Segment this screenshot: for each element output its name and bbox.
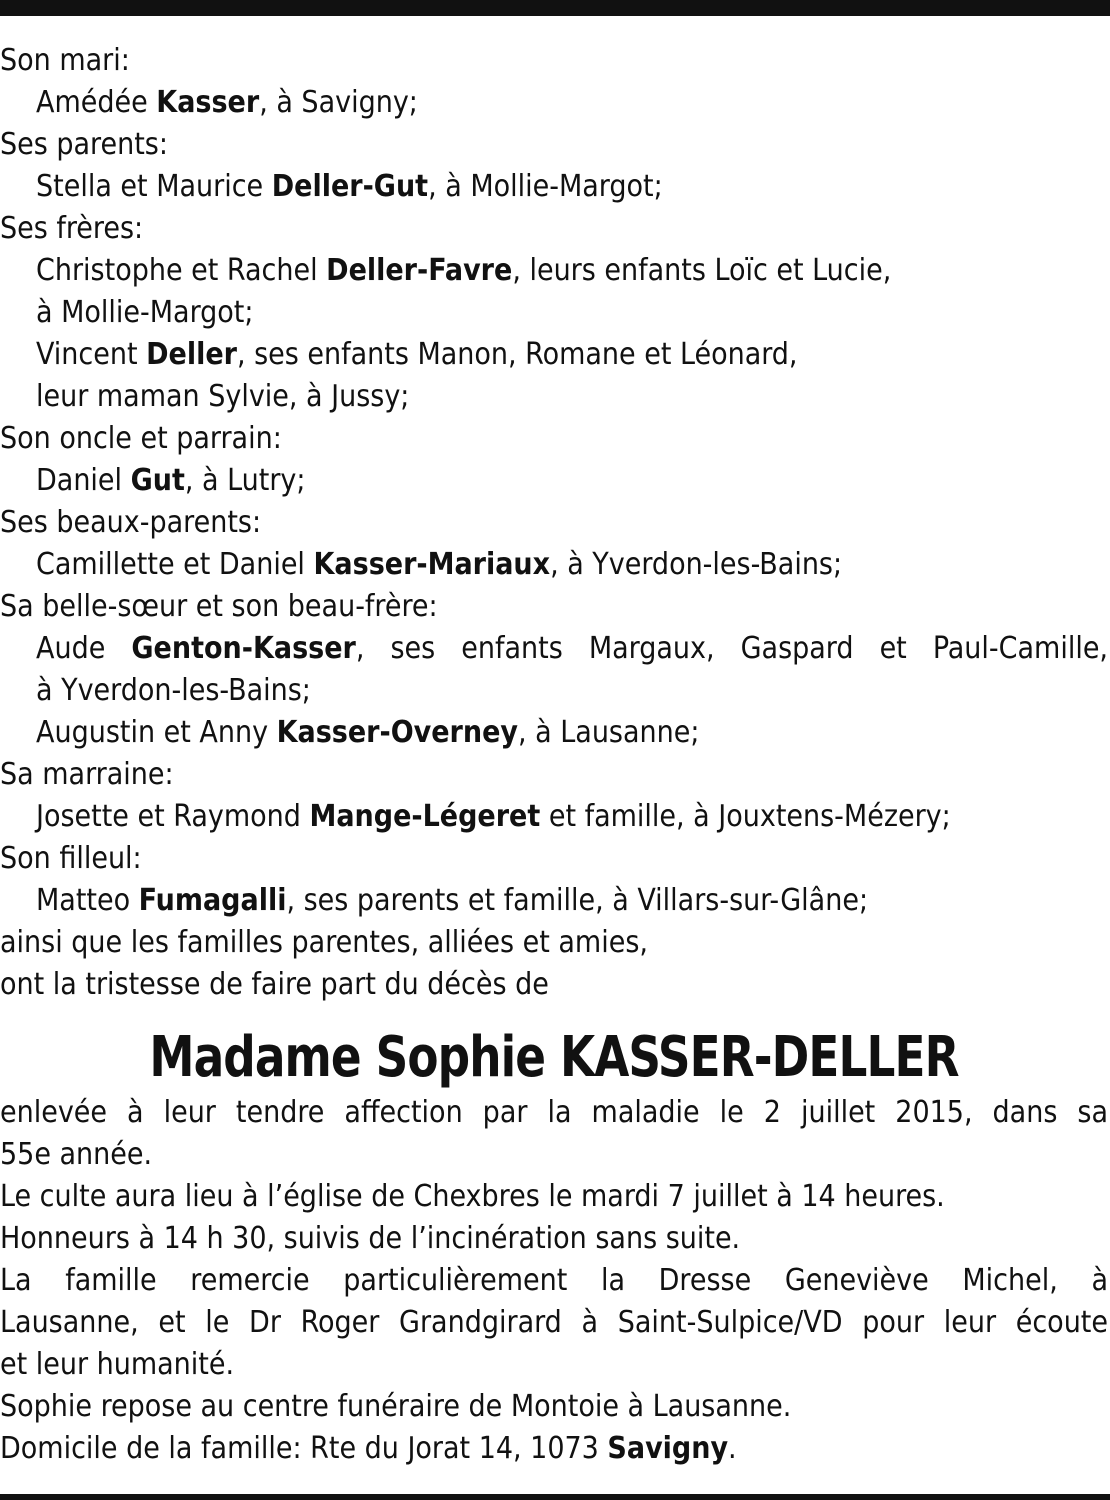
entry-details: , à Savigny; bbox=[259, 85, 418, 120]
entry-details: , à Lausanne; bbox=[518, 715, 700, 750]
detail-line: La famille remercie particulièrement la Dresse Geneviève Michel, à bbox=[0, 1263, 1108, 1298]
top-rule bbox=[0, 0, 1110, 16]
detail-line: et leur humanité. bbox=[0, 1347, 235, 1382]
entry-details: , à Yverdon-les-Bains; bbox=[550, 547, 843, 582]
entry-surname: Kasser-Overney bbox=[276, 715, 518, 750]
entry-details: , à Mollie-Margot; bbox=[428, 169, 663, 204]
family-entry-continued: leur maman Sylvie, à Jussy; bbox=[36, 379, 410, 414]
entry-given-names: Aude bbox=[36, 631, 132, 666]
entry-given-names: Matteo bbox=[36, 883, 139, 918]
notice-body bbox=[0, 40, 1108, 1470]
entry-given-names: Augustin et Anny bbox=[36, 715, 277, 750]
entry-surname: Deller-Favre bbox=[326, 253, 513, 288]
relation-heading: Ses beaux-parents: bbox=[0, 505, 262, 540]
bottom-rule bbox=[0, 1494, 1110, 1500]
family-entry bbox=[0, 544, 1108, 586]
relation-heading: Ses parents: bbox=[0, 127, 168, 162]
relation-heading: ont la tristesse de faire part du décès de bbox=[0, 967, 549, 1002]
entry-surname: Deller-Gut bbox=[271, 169, 429, 204]
relation-heading: Son mari: bbox=[0, 43, 130, 78]
family-entry bbox=[0, 166, 1108, 208]
entry-details: , à Lutry; bbox=[184, 463, 306, 498]
domicile-place: Savigny bbox=[607, 1431, 729, 1466]
family-entry bbox=[0, 628, 1108, 670]
relation-heading: Ses frères: bbox=[0, 211, 144, 246]
entry-details: , ses enfants Margaux, Gaspard et Paul-Camille, bbox=[355, 631, 1109, 666]
relation-heading: Son filleul: bbox=[0, 841, 142, 876]
family-entry bbox=[0, 880, 1108, 922]
entry-surname: Kasser-Mariaux bbox=[313, 547, 551, 582]
entry-surname: Mange-Légeret bbox=[309, 799, 541, 834]
relation-heading: Son oncle et parrain: bbox=[0, 421, 282, 456]
detail-line: Lausanne, et le Dr Roger Grandgirard à Saint-Sulpice/VD pour leur écoute bbox=[0, 1305, 1108, 1340]
detail-line: enlevée à leur tendre affection par la maladie le 2 juillet 2015, dans sa bbox=[0, 1095, 1108, 1130]
detail-line: 55e année. bbox=[0, 1137, 153, 1172]
family-entry bbox=[0, 712, 1108, 754]
entry-given-names: Vincent bbox=[36, 337, 147, 372]
domicile-line bbox=[0, 1428, 1108, 1470]
entry-surname: Deller bbox=[146, 337, 237, 372]
entry-given-names: Camillette et Daniel bbox=[36, 547, 314, 582]
relation-heading: Sa belle-sœur et son beau-frère: bbox=[0, 589, 438, 624]
entry-surname: Gut bbox=[130, 463, 185, 498]
entry-surname: Kasser bbox=[156, 85, 260, 120]
entry-surname: Genton-Kasser bbox=[131, 631, 356, 666]
deceased-name: Madame Sophie KASSER-DELLER bbox=[149, 1025, 959, 1090]
relation-heading: Sa marraine: bbox=[0, 757, 174, 792]
entry-given-names: Daniel bbox=[36, 463, 131, 498]
details bbox=[0, 1092, 1108, 1470]
family-entry bbox=[0, 796, 1108, 838]
entry-details: , leurs enfants Loïc et Lucie, bbox=[512, 253, 892, 288]
family-entry bbox=[0, 82, 1108, 124]
entry-details: , ses parents et famille, à Villars-sur-Glâne; bbox=[286, 883, 869, 918]
domicile-text: Domicile de la famille: Rte du Jorat 14, 1073 bbox=[0, 1431, 608, 1466]
entry-details: et famille, à Jouxtens-Mézery; bbox=[540, 799, 951, 834]
entry-given-names: Josette et Raymond bbox=[36, 799, 310, 834]
detail-line: Le culte aura lieu à l’église de Chexbres le mardi 7 juillet à 14 heures. bbox=[0, 1179, 945, 1214]
domicile-end: . bbox=[728, 1431, 737, 1466]
detail-line: Honneurs à 14 h 30, suivis de l’incinération sans suite. bbox=[0, 1221, 741, 1256]
entry-given-names: Stella et Maurice bbox=[36, 169, 272, 204]
detail-line: Sophie repose au centre funéraire de Montoie à Lausanne. bbox=[0, 1389, 792, 1424]
family-entry-continued: à Yverdon-les-Bains; bbox=[36, 673, 311, 708]
entry-given-names: Amédée bbox=[36, 85, 157, 120]
entry-surname: Fumagalli bbox=[138, 883, 287, 918]
entry-given-names: Christophe et Rachel bbox=[36, 253, 327, 288]
relation-heading: ainsi que les familles parentes, alliées et amies, bbox=[0, 925, 648, 960]
family-entry bbox=[0, 460, 1108, 502]
family-entry bbox=[0, 334, 1108, 376]
family-list bbox=[0, 40, 1108, 1006]
entry-details: , ses enfants Manon, Romane et Léonard, bbox=[236, 337, 798, 372]
family-entry bbox=[0, 250, 1108, 292]
family-entry-continued: à Mollie-Margot; bbox=[36, 295, 254, 330]
